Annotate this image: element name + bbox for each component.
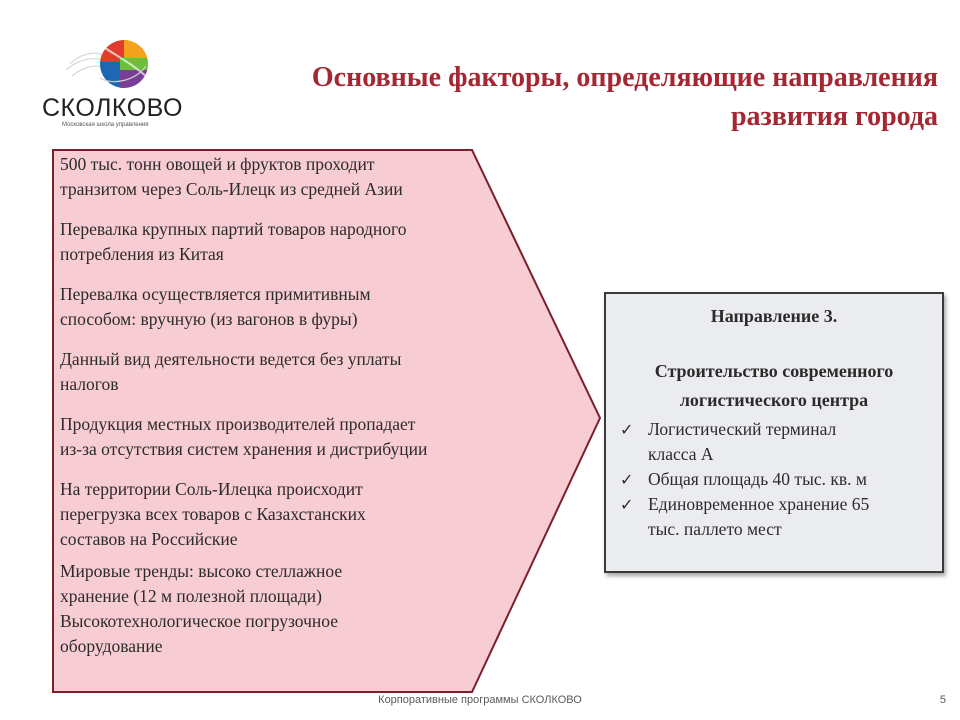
slide-title-line1: Основные факторы, определяющие направления [311, 62, 938, 93]
fact-item: Данный вид деятельности ведется без уплаты налогов [60, 349, 402, 394]
direction-heading: Направление 3. [710, 306, 838, 326]
logo-wordmark: СКОЛКОВО [42, 94, 183, 122]
checkmark-icon: ✓ [620, 495, 634, 514]
fact-item: Мировые тренды: высоко стеллажное хранение (12 м полезной площади) Высокотехнологическое погрузочное оборудование [60, 561, 343, 656]
page-number: 5 [939, 694, 946, 706]
fact-item: На территории Соль-Илецка происходит перегрузка всех товаров с Казахстанских составов на Российские [60, 479, 366, 549]
direction-subheading: Строительство современного логистического центра [654, 361, 894, 410]
fact-item: Перевалка крупных партий товаров народного потребления из Китая [60, 219, 407, 264]
checkmark-icon: ✓ [620, 420, 634, 439]
fact-item: Продукция местных производителей пропадает из-за отсутствия систем хранения и дистрибуции [60, 414, 428, 459]
direction-item: ✓ Общая площадь 40 тыс. кв. м [648, 467, 942, 492]
fact-item: Перевалка осуществляется примитивным способом: вручную (из вагонов в фуры) [60, 284, 371, 329]
direction-box [604, 292, 944, 573]
direction-item: ✓ Единовременное хранение 65 тыс. паллето мест [620, 494, 870, 539]
factors-list [60, 152, 505, 659]
slide-title-line2: развития города [730, 101, 938, 132]
checkmark-icon: ✓ [620, 470, 634, 489]
footer-text: Корпоративные программы СКОЛКОВО [378, 694, 582, 706]
logo-subtitle: Московская школа управления [62, 122, 149, 128]
direction-item: ✓ Логистический терминал класса А [620, 419, 837, 464]
fact-item: 500 тыс. тонн овощей и фруктов проходит транзитом через Соль-Илецк из средней Азии [60, 154, 403, 199]
direction-items [606, 417, 942, 542]
